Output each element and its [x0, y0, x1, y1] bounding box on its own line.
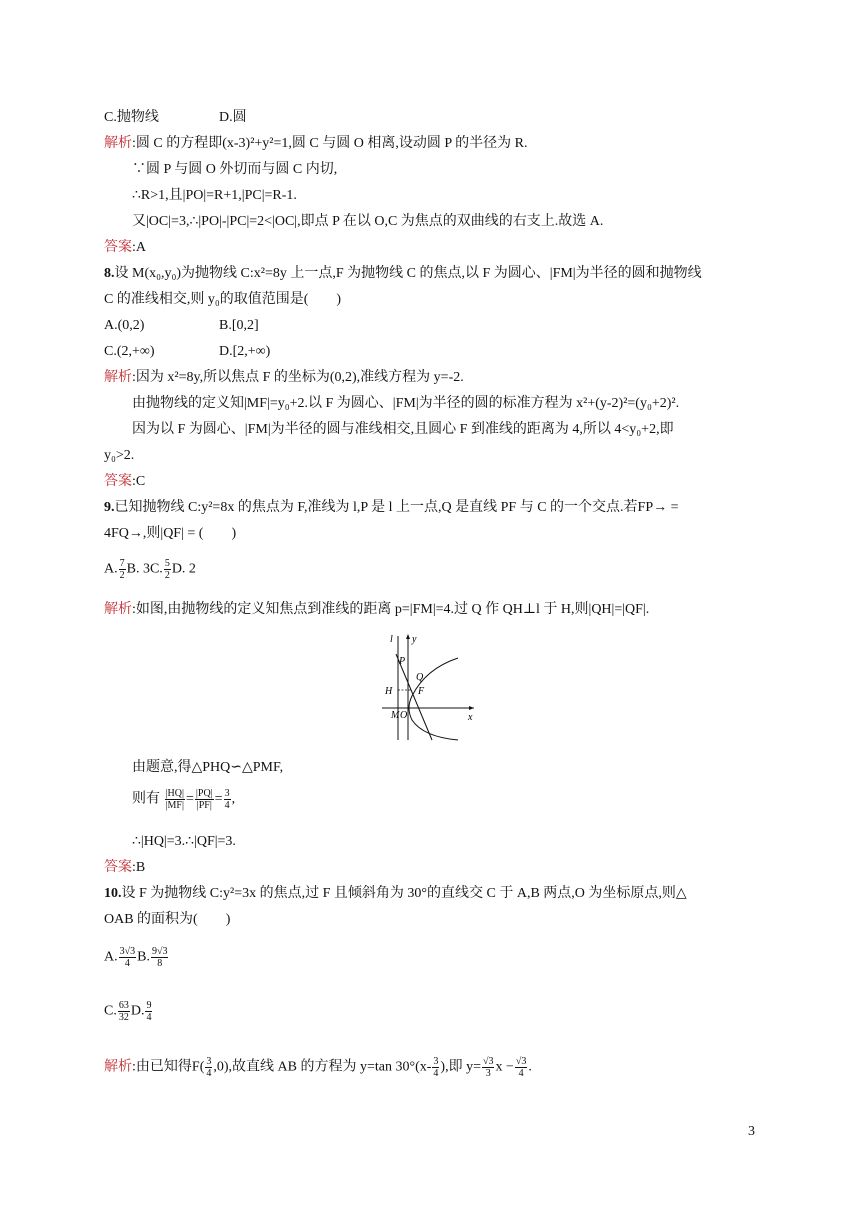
solution-label: 解析	[104, 136, 132, 151]
question-number: 10.	[104, 886, 122, 901]
q8-answer-value: :C	[132, 474, 146, 489]
numerator: 9√3	[151, 946, 168, 957]
q7-option-c: C.抛物线	[104, 110, 159, 125]
q9-stem-line-2: 4FQ→,则|QF| = ( )	[104, 526, 237, 541]
denominator: 4	[124, 958, 130, 969]
q9-option-c-prefix: C.	[149, 561, 163, 577]
q8-options-ab	[104, 316, 259, 336]
q9-option-c-fraction	[164, 558, 171, 581]
q9-stem	[104, 498, 679, 518]
label-x: x	[468, 712, 473, 723]
q10-options-cd	[104, 1000, 153, 1023]
q8-stem-line-2: C 的准线相交,则 y₀的取值范围是( )	[104, 292, 342, 307]
parabola-curve	[409, 658, 458, 740]
label-p: P	[399, 656, 406, 667]
q9-similar: 由题意,得△PHQ∽△PMF,	[132, 760, 284, 775]
q7-solution-line	[104, 134, 527, 154]
numerator: 3	[433, 1056, 439, 1067]
label-y: y	[412, 634, 417, 645]
q10-option-c-prefix: C.	[104, 1003, 117, 1019]
q10-option-c-fraction	[118, 1000, 130, 1023]
q9-options	[104, 558, 196, 581]
denominator: 2	[119, 570, 125, 581]
solution-label: 解析	[104, 1059, 132, 1075]
q8-stem	[104, 264, 702, 284]
denominator: 4	[224, 800, 230, 811]
q7-answer	[104, 238, 146, 258]
numerator: 3	[206, 1056, 212, 1067]
label-h: H	[385, 686, 393, 697]
label-m: M	[391, 710, 400, 721]
ratio-pq-pf	[195, 788, 214, 811]
q10-option-d-prefix: D.	[130, 1003, 145, 1019]
question-number: 9.	[104, 500, 115, 515]
denominator: 4	[146, 1012, 152, 1023]
q8-option-a: A.(0,2)	[104, 318, 145, 333]
parabola-figure	[378, 628, 478, 742]
solution-label: 解析	[104, 370, 132, 385]
q8-options-cd	[104, 342, 270, 362]
q10-option-d-fraction	[145, 1000, 152, 1023]
q9-solution-line	[104, 600, 649, 620]
q10-option-b-fraction	[151, 946, 169, 969]
q8-solution-text: :因为 x²=8y,所以焦点 F 的坐标为(0,2),准线方程为 y=-2.	[132, 370, 464, 385]
q9-option-b: B. 3	[126, 561, 150, 577]
intercept-fraction	[515, 1056, 528, 1079]
q7-options-cd	[104, 108, 247, 128]
solution-label: 解析	[104, 602, 132, 617]
q10-option-a-fraction	[119, 946, 137, 969]
q10-solution-part-5: x −	[495, 1059, 514, 1075]
numerator: 7	[119, 558, 125, 569]
q10-stem	[104, 884, 687, 904]
numerator: 63	[118, 1000, 129, 1011]
focus-x-fraction	[205, 1056, 212, 1079]
numerator: 3	[224, 788, 230, 799]
q10-solution-part-2: ,0),故直线 AB 的方程为 y=tan 30°	[213, 1059, 416, 1075]
q10-option-b-prefix: B.	[137, 949, 150, 965]
q9-option-a-prefix: A.	[104, 561, 118, 577]
numerator: √3	[515, 1056, 527, 1067]
q10-solution-part-6: .	[528, 1059, 532, 1075]
q10-solution-line: 解析:由已知得F( $\frac{3}{4}$ ,0),故直线 AB 的方程为 y=tan 30°(x- $\frac{3}{4}$ ),即 y= $\frac{√3}{3}$ x − $\frac{√3}{4}$ .	[104, 1056, 532, 1079]
q10-stem-line-1: 设 F 为抛物线 C:y²=3x 的焦点,过 F 且倾斜角为 30°的直线交 C 于 A,B 两点,O 为坐标原点,则△	[121, 886, 687, 901]
numerator: |PQ|	[195, 788, 213, 799]
denominator: 32	[118, 1012, 129, 1023]
q8-option-c: C.(2,+∞)	[104, 344, 155, 359]
q7-option-d: D.圆	[219, 110, 247, 125]
q10-solution-part-4: ),即 y=	[440, 1059, 481, 1075]
numerator: √3	[482, 1056, 494, 1067]
q8-solution-line-3: 因为以 F 为圆心、|FM|为半径的圆与准线相交,且圆心 F 到准线的距离为 4,所以 4<y₀+2,即	[132, 422, 674, 437]
answer-label: 答案	[104, 474, 132, 489]
q10-solution-part-3: (x-	[415, 1059, 432, 1075]
q9-option-a-fraction	[119, 558, 126, 581]
answer-label: 答案	[104, 860, 132, 875]
denominator: 2	[164, 570, 170, 581]
label-f: F	[418, 686, 425, 697]
slope-fraction	[482, 1056, 495, 1079]
ratio-prefix: 则有	[132, 791, 160, 807]
q9-option-d: D. 2	[171, 561, 196, 577]
denominator: 4	[518, 1068, 524, 1079]
q7-answer-value: :A	[132, 240, 146, 255]
q10-stem-line-2: OAB 的面积为( )	[104, 912, 231, 927]
numerator: |HQ|	[165, 788, 184, 799]
q7-solution-line-3: ∴R>1,且|PO|=R+1,|PC|=R-1.	[132, 188, 297, 203]
numerator: 3√3	[119, 946, 136, 957]
q8-solution-line-2: 由抛物线的定义知|MF|=y₀+2.以 F 为圆心、|FM|为半径的圆的标准方程为 x²+(y-2)²=(y₀+2)².	[132, 396, 680, 411]
denominator: 4	[206, 1068, 212, 1079]
denominator: |MF|	[165, 800, 184, 811]
q9-ratio: 则有 $\frac{|HQ|}{|MF|}$ = $\frac{|PQ|}{|PF|}$ = $\frac{3}{4}$ ,	[132, 788, 236, 811]
y-axis-arrow	[406, 634, 410, 639]
q7-solution-line-2: ∵圆 P 与圆 O 外切而与圆 C 内切,	[132, 162, 338, 177]
numerator: 9	[146, 1000, 152, 1011]
ratio-value	[224, 788, 231, 811]
question-number: 8.	[104, 266, 115, 281]
denominator: 3	[485, 1068, 491, 1079]
q8-stem-line-1: 设 M(x₀,y₀)为抛物线 C:x²=8y 上一点,F 为抛物线 C 的焦点,以 F 为圆心、|FM|为半径的圆和抛物线	[114, 266, 702, 281]
q10-solution-part-1: :由已知得F	[132, 1059, 200, 1075]
q8-solution-line-4: y₀>2.	[104, 448, 135, 463]
q7-solution-line-4: 又|OC|=3,∴|PO|-|PC|=2<|OC|,即点 P 在以 O,C 为焦点的双曲线的右支上.故选 A.	[132, 214, 604, 229]
denominator: 8	[157, 958, 163, 969]
q8-option-b: B.[0,2]	[219, 318, 259, 333]
denominator: 4	[433, 1068, 439, 1079]
q9-solution-text: :如图,由抛物线的定义知焦点到准线的距离 p=|FM|=4.过 Q 作 QH⊥l 于 H,则|QH|=|QF|.	[132, 602, 650, 617]
page-number: 3	[748, 1124, 755, 1139]
q9-conclusion: ∴|HQ|=3.∴|QF|=3.	[132, 834, 236, 849]
q9-answer-value: :B	[132, 860, 146, 875]
label-q: Q	[416, 672, 424, 683]
numerator: 5	[164, 558, 170, 569]
x-axis-arrow	[469, 706, 474, 710]
label-o: O	[400, 710, 408, 721]
q8-solution-line	[104, 368, 464, 388]
q8-answer	[104, 472, 145, 492]
shift-fraction	[432, 1056, 439, 1079]
q7-solution-text: :圆 C 的方程即(x-3)²+y²=1,圆 C 与圆 O 相离,设动圆 P 的半径为 R.	[132, 136, 528, 151]
q9-answer	[104, 858, 145, 878]
q10-options-ab	[104, 946, 169, 969]
answer-label: 答案	[104, 240, 132, 255]
denominator: |PF|	[196, 800, 212, 811]
label-l: l	[390, 634, 393, 645]
q8-option-d: D.[2,+∞)	[219, 344, 271, 359]
q10-option-a-prefix: A.	[104, 949, 118, 965]
ratio-hq-mf	[165, 788, 185, 811]
q9-stem-line-1: 已知抛物线 C:y²=8x 的焦点为 F,准线为 l,P 是 l 上一点,Q 是直线 PF 与 C 的一个交点.若FP→ =	[114, 500, 679, 515]
